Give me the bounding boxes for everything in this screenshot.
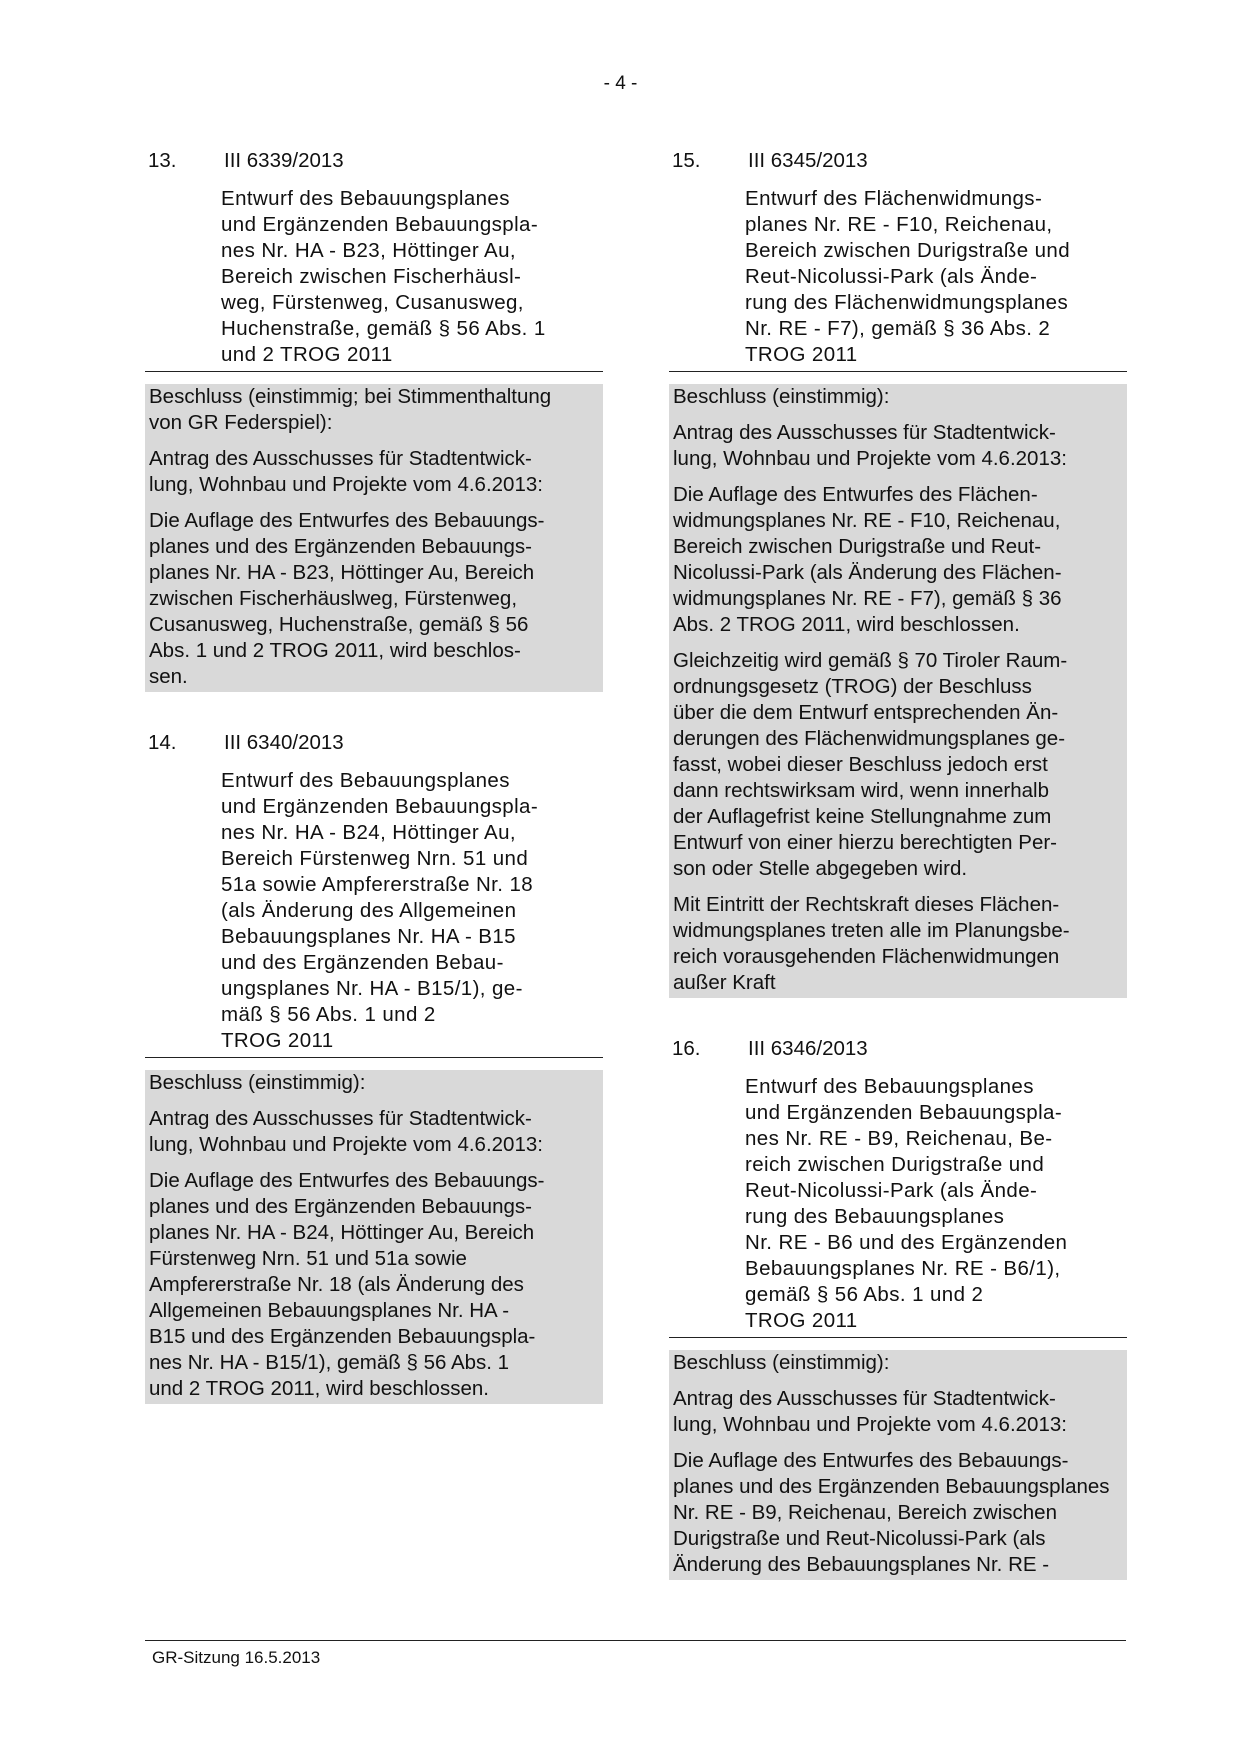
decision-paragraph — [673, 892, 1123, 996]
title-line: nes Nr. HA - B23, Höttinger Au, — [221, 239, 516, 262]
title-line: nes Nr. HA - B24, Höttinger Au, — [221, 821, 516, 844]
decision-paragraph — [149, 384, 599, 436]
decision-paragraph — [673, 1350, 1123, 1376]
paragraph-line: sen. — [149, 665, 188, 688]
title-line: Entwurf des Bebauungsplanes — [221, 769, 510, 792]
paragraph-line: Bereich zwischen Durigstraße und Reut- — [673, 535, 1042, 558]
title-line: Bereich zwischen Fischerhäusl- — [221, 265, 522, 288]
title-line: Nr. RE - F7), gemäß § 36 Abs. 2 — [745, 317, 1051, 340]
title-line: Entwurf des Bebauungsplanes — [745, 1075, 1034, 1098]
paragraph-line: lung, Wohnbau und Projekte vom 4.6.2013: — [149, 1133, 543, 1156]
paragraph-line: Entwurf von einer hierzu berechtigten Per- — [673, 831, 1058, 854]
decision-paragraph — [149, 508, 599, 690]
item-header — [145, 730, 603, 756]
paragraph-line: B15 und des Ergänzenden Bebauungspla- — [149, 1325, 536, 1348]
paragraph-line: Antrag des Ausschusses für Stadtentwick- — [149, 1107, 532, 1130]
paragraph-line: zwischen Fischerhäuslweg, Fürstenweg, — [149, 587, 518, 610]
paragraph-line: Allgemeinen Bebauungsplanes Nr. HA - — [149, 1299, 510, 1322]
paragraph-line: planes und des Ergänzenden Bebauungsplanes — [673, 1475, 1110, 1498]
paragraph-line: lung, Wohnbau und Projekte vom 4.6.2013: — [149, 473, 543, 496]
title-line: Bereich Fürstenweg Nrn. 51 und — [221, 847, 529, 870]
paragraph-line: Beschluss (einstimmig): — [673, 1351, 890, 1374]
title-line: und des Ergänzenden Bebau- — [221, 951, 504, 974]
paragraph-line: Beschluss (einstimmig): — [673, 385, 890, 408]
paragraph-line: fasst, wobei dieser Beschluss jedoch erst — [673, 753, 1048, 776]
paragraph-line: Die Auflage des Entwurfes des Bebauungs- — [673, 1449, 1069, 1472]
decision-paragraph — [149, 1106, 599, 1158]
item-divider — [669, 1337, 1127, 1338]
item-header — [669, 1036, 1127, 1062]
decision-paragraph — [673, 1386, 1123, 1438]
title-line: weg, Fürstenweg, Cusanusweg, — [221, 291, 524, 314]
paragraph-line: planes Nr. HA - B24, Höttinger Au, Bereich — [149, 1221, 535, 1244]
paragraph-line: Nr. RE - B9, Reichenau, Bereich zwischen — [673, 1501, 1057, 1524]
decision-paragraph — [673, 420, 1123, 472]
paragraph-line: außer Kraft — [673, 971, 776, 994]
title-line: und Ergänzenden Bebauungspla- — [745, 1101, 1063, 1124]
title-line: TROG 2011 — [745, 343, 858, 366]
paragraph-line: der Auflagefrist keine Stellungnahme zum — [673, 805, 1052, 828]
title-line: ungsplanes Nr. HA - B15/1), ge- — [221, 977, 523, 1000]
paragraph-line: Abs. 1 und 2 TROG 2011, wird beschlos- — [149, 639, 521, 662]
paragraph-line: planes und des Ergänzenden Bebauungs- — [149, 535, 532, 558]
decision-paragraph — [673, 384, 1123, 410]
paragraph-line: reich vorausgehenden Flächenwidmungen — [673, 945, 1060, 968]
item-reference: III 6345/2013 — [748, 149, 868, 172]
item-title — [745, 1074, 1127, 1334]
agenda-item — [669, 1036, 1127, 1580]
paragraph-line: Mit Eintritt der Rechtskraft dieses Flächen- — [673, 893, 1060, 916]
item-header — [669, 148, 1127, 174]
decision-box — [145, 1070, 603, 1404]
paragraph-line: Die Auflage des Entwurfes des Flächen- — [673, 483, 1038, 506]
paragraph-line: Beschluss (einstimmig): — [149, 1071, 366, 1094]
paragraph-line: lung, Wohnbau und Projekte vom 4.6.2013: — [673, 447, 1067, 470]
item-reference: III 6339/2013 — [224, 149, 344, 172]
decision-box — [669, 1350, 1127, 1580]
title-line: Entwurf des Flächenwidmungs- — [745, 187, 1043, 210]
paragraph-line: lung, Wohnbau und Projekte vom 4.6.2013: — [673, 1413, 1067, 1436]
decision-paragraph — [673, 1448, 1123, 1578]
item-divider — [145, 1057, 603, 1058]
paragraph-line: Ampfererstraße Nr. 18 (als Änderung des — [149, 1273, 524, 1296]
paragraph-line: über die dem Entwurf entsprechenden Än- — [673, 701, 1059, 724]
paragraph-line: ordnungsgesetz (TROG) der Beschluss — [673, 675, 1032, 698]
paragraph-line: Nicolussi-Park (als Änderung des Flächen- — [673, 561, 1062, 584]
agenda-item — [669, 148, 1127, 998]
paragraph-line: von GR Federspiel): — [149, 411, 333, 434]
footer-rule — [145, 1640, 1126, 1641]
title-line: Huchenstraße, gemäß § 56 Abs. 1 — [221, 317, 546, 340]
page-number: - 4 - — [603, 73, 638, 94]
item-header — [145, 148, 603, 174]
title-line: Bebauungsplanes Nr. HA - B15 — [221, 925, 516, 948]
item-divider — [145, 371, 603, 372]
item-number: 16. — [672, 1037, 701, 1060]
title-line: rung des Flächenwidmungsplanes — [745, 291, 1069, 314]
title-line: mäß § 56 Abs. 1 und 2 — [221, 1003, 436, 1026]
decision-box — [669, 384, 1127, 998]
paragraph-line: planes und des Ergänzenden Bebauungs- — [149, 1195, 532, 1218]
paragraph-line: Fürstenweg Nrn. 51 und 51a sowie — [149, 1247, 467, 1270]
paragraph-line: Beschluss (einstimmig; bei Stimmenthaltung — [149, 385, 552, 408]
agenda-item — [145, 148, 603, 692]
paragraph-line: derungen des Flächenwidmungsplanes ge- — [673, 727, 1066, 750]
footer-text: GR-Sitzung 16.5.2013 — [152, 1648, 321, 1667]
agenda-item — [145, 730, 603, 1404]
item-reference: III 6340/2013 — [224, 731, 344, 754]
paragraph-line: widmungsplanes Nr. RE - F7), gemäß § 36 — [673, 587, 1062, 610]
paragraph-line: Änderung des Bebauungsplanes Nr. RE - — [673, 1553, 1050, 1576]
paragraph-line: son oder Stelle abgegeben wird. — [673, 857, 968, 880]
title-line: und 2 TROG 2011 — [221, 343, 393, 366]
title-line: und Ergänzenden Bebauungspla- — [221, 795, 539, 818]
title-line: TROG 2011 — [745, 1309, 858, 1332]
title-line: reich zwischen Durigstraße und — [745, 1153, 1045, 1176]
item-title — [221, 186, 603, 368]
paragraph-line: planes Nr. HA - B23, Höttinger Au, Bereich — [149, 561, 535, 584]
decision-paragraph — [673, 648, 1123, 882]
paragraph-line: Abs. 2 TROG 2011, wird beschlossen. — [673, 613, 1020, 636]
item-title — [221, 768, 603, 1054]
item-number: 14. — [148, 731, 177, 754]
decision-paragraph — [149, 1168, 599, 1402]
paragraph-line: Gleichzeitig wird gemäß § 70 Tiroler Raum- — [673, 649, 1068, 672]
title-line: Bereich zwischen Durigstraße und — [745, 239, 1070, 262]
title-line: Entwurf des Bebauungsplanes — [221, 187, 510, 210]
item-number: 13. — [148, 149, 177, 172]
left-column — [145, 148, 603, 1442]
title-line: Nr. RE - B6 und des Ergänzenden — [745, 1231, 1068, 1254]
title-line: TROG 2011 — [221, 1029, 334, 1052]
item-number: 15. — [672, 149, 701, 172]
paragraph-line: Antrag des Ausschusses für Stadtentwick- — [149, 447, 532, 470]
item-reference: III 6346/2013 — [748, 1037, 868, 1060]
right-column — [669, 148, 1127, 1618]
title-line: planes Nr. RE - F10, Reichenau, — [745, 213, 1053, 236]
paragraph-line: widmungsplanes Nr. RE - F10, Reichenau, — [673, 509, 1061, 532]
paragraph-line: dann rechtswirksam wird, wenn innerhalb — [673, 779, 1050, 802]
item-divider — [669, 371, 1127, 372]
decision-paragraph — [149, 1070, 599, 1096]
title-line: 51a sowie Ampfererstraße Nr. 18 — [221, 873, 534, 896]
title-line: rung des Bebauungsplanes — [745, 1205, 1005, 1228]
item-title — [745, 186, 1127, 368]
paragraph-line: Antrag des Ausschusses für Stadtentwick- — [673, 1387, 1056, 1410]
title-line: Bebauungsplanes Nr. RE - B6/1), — [745, 1257, 1061, 1280]
title-line: Reut-Nicolussi-Park (als Ände- — [745, 265, 1038, 288]
paragraph-line: Die Auflage des Entwurfes des Bebauungs- — [149, 509, 545, 532]
decision-box — [145, 384, 603, 692]
paragraph-line: und 2 TROG 2011, wird beschlossen. — [149, 1377, 489, 1400]
title-line: Reut-Nicolussi-Park (als Ände- — [745, 1179, 1038, 1202]
title-line: und Ergänzenden Bebauungspla- — [221, 213, 539, 236]
title-line: (als Änderung des Allgemeinen — [221, 899, 517, 922]
paragraph-line: Die Auflage des Entwurfes des Bebauungs- — [149, 1169, 545, 1192]
paragraph-line: Durigstraße und Reut-Nicolussi-Park (als — [673, 1527, 1046, 1550]
decision-paragraph — [149, 446, 599, 498]
paragraph-line: nes Nr. HA - B15/1), gemäß § 56 Abs. 1 — [149, 1351, 510, 1374]
title-line: gemäß § 56 Abs. 1 und 2 — [745, 1283, 984, 1306]
title-line: nes Nr. RE - B9, Reichenau, Be- — [745, 1127, 1053, 1150]
paragraph-line: widmungsplanes treten alle im Planungsbe- — [673, 919, 1070, 942]
paragraph-line: Antrag des Ausschusses für Stadtentwick- — [673, 421, 1056, 444]
decision-paragraph — [673, 482, 1123, 638]
paragraph-line: Cusanusweg, Huchenstraße, gemäß § 56 — [149, 613, 529, 636]
